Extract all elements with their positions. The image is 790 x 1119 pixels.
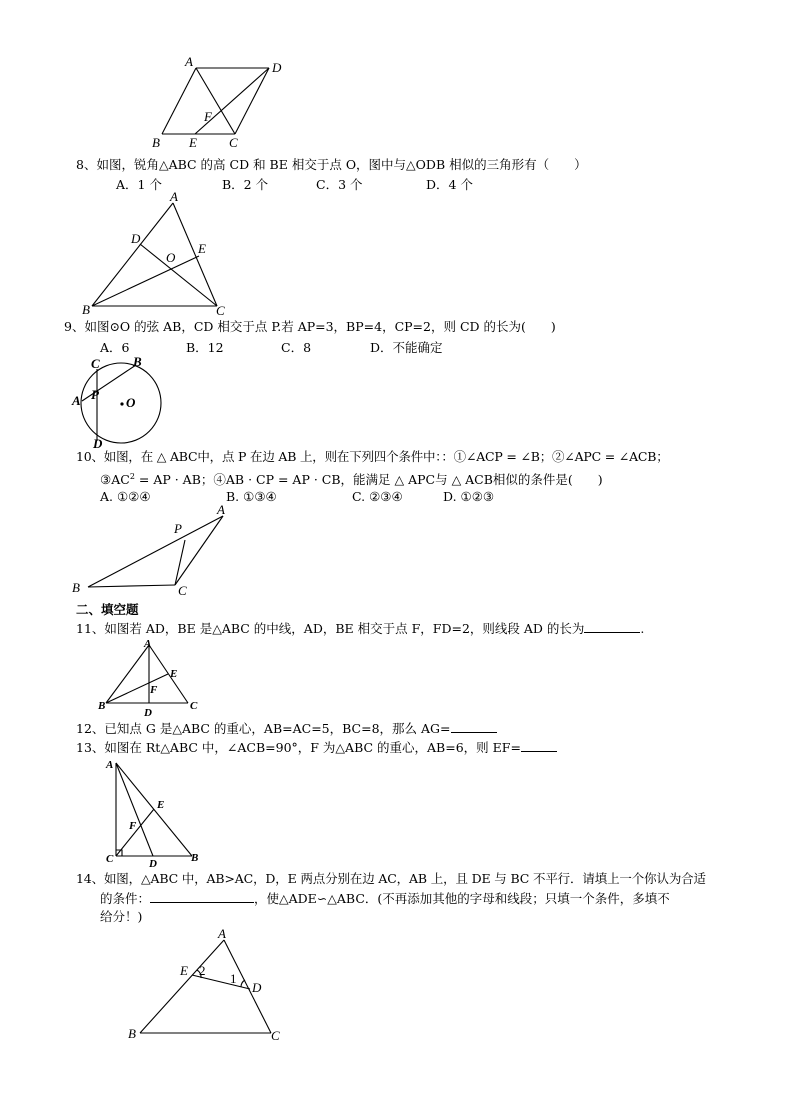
label-B: B <box>98 700 106 712</box>
label-E: E <box>189 135 197 150</box>
label-B: B <box>128 1026 136 1041</box>
q11-end: . <box>640 621 645 636</box>
label-C: C <box>271 1028 280 1043</box>
label-B: B <box>72 580 80 595</box>
label-P: P <box>174 521 182 536</box>
label-A: A <box>144 638 152 650</box>
label-C: C <box>178 583 187 598</box>
label-D: D <box>93 436 103 451</box>
q13-stem: 13、如图在 Rt△ABC 中，∠ACB=90°，F 为△ABC 的重心，AB=6，则 EF= <box>76 740 521 755</box>
label-C: C <box>190 700 198 712</box>
label-1: 1 <box>230 971 237 986</box>
label-C: C <box>216 303 225 318</box>
q14-line1: 14、如图，△ABC 中，AB>AC，D，E 两点分别在边 AC，AB 上，且 DE 与 BC 不平行．请填上一个你认为合适 <box>76 871 706 886</box>
q9-option-b: B．12 <box>186 340 224 355</box>
label-F: F <box>129 820 137 832</box>
label-O: O <box>126 395 136 410</box>
q11-stem: 11、如图若 AD，BE 是△ABC 的中线，AD，BE 相交于点 F，FD=2，则线段 AD 的长为 <box>76 621 585 636</box>
q9-option-c: C．8 <box>281 340 312 355</box>
q8-option-c: C．3 个 <box>316 177 363 192</box>
q14-line3: 给分！) <box>100 909 143 924</box>
label-C: C <box>91 356 100 371</box>
q10-option-b: B. ①③④ <box>226 489 277 504</box>
label-F: F <box>150 684 158 696</box>
q10-line1: 10、如图，在 △ ABC中，点 P 在边 AB 上，则在下列四个条件中：：①∠ACP = ∠B；②∠APC = ∠ACB； <box>76 449 669 464</box>
q10-line2-sup: 2 <box>129 472 135 481</box>
label-O: O <box>166 250 176 265</box>
label-B: B <box>82 302 90 317</box>
q8-option-a: A．1 个 <box>116 177 162 192</box>
label-E: E <box>180 963 188 978</box>
label-F: F <box>204 109 212 124</box>
q10-line2-post: = AP · AB；④AB · CP = AP · CB，能满足 △ APC与 △ ACB相似的条件是( ) <box>134 472 603 488</box>
q10-option-d: D. ①②③ <box>443 489 495 504</box>
label-C: C <box>229 135 238 150</box>
q8-option-d: D．4 个 <box>426 177 473 192</box>
label-A: A <box>218 926 226 941</box>
label-D: D <box>149 858 157 870</box>
label-D: D <box>252 980 262 995</box>
label-P: P <box>91 387 99 402</box>
label-A: A <box>106 759 114 771</box>
q9-option-d: D．不能确定 <box>370 340 443 355</box>
label-D: D <box>144 707 152 719</box>
label-B: B <box>191 852 199 864</box>
q10-option-c: C. ②③④ <box>352 489 403 504</box>
label-D: D <box>272 60 282 75</box>
label-A: A <box>185 54 193 69</box>
label-B: B <box>133 354 142 369</box>
label-A: A <box>72 393 81 408</box>
label-E: E <box>198 241 206 256</box>
section-heading: 二、填空题 <box>76 602 139 617</box>
q9-option-a: A．6 <box>100 340 130 355</box>
label-E: E <box>157 799 165 811</box>
q14-line2-post: ，使△ADE∽△ABC．(不再添加其他的字母和线段；只填一个条件，多填不 <box>254 891 670 906</box>
q8-stem: 8、如图，锐角△ABC 的高 CD 和 BE 相交于点 O，图中与△ODB 相似的三角形有（ ） <box>76 157 587 172</box>
q12-stem: 12、已知点 G 是△ABC 的重心，AB=AC=5，BC=8，那么 AG= <box>76 721 451 736</box>
q8-option-b: B．2 个 <box>222 177 269 192</box>
label-B: B <box>152 135 160 150</box>
q10-option-a: A. ①②④ <box>100 489 151 504</box>
label-C: C <box>106 853 114 865</box>
label-2: 2 <box>199 963 206 978</box>
label-E: E <box>170 668 178 680</box>
q10-line2-pre: ③AC <box>100 472 130 488</box>
label-A: A <box>217 502 225 517</box>
q9-stem: 9、如图⊙O 的弦 AB，CD 相交于点 P.若 AP=3，BP=4，CP=2，则 CD 的长为( ) <box>64 319 556 334</box>
label-A: A <box>170 189 178 204</box>
label-D: D <box>131 231 141 246</box>
q14-line2-pre: 的条件： <box>100 891 151 906</box>
